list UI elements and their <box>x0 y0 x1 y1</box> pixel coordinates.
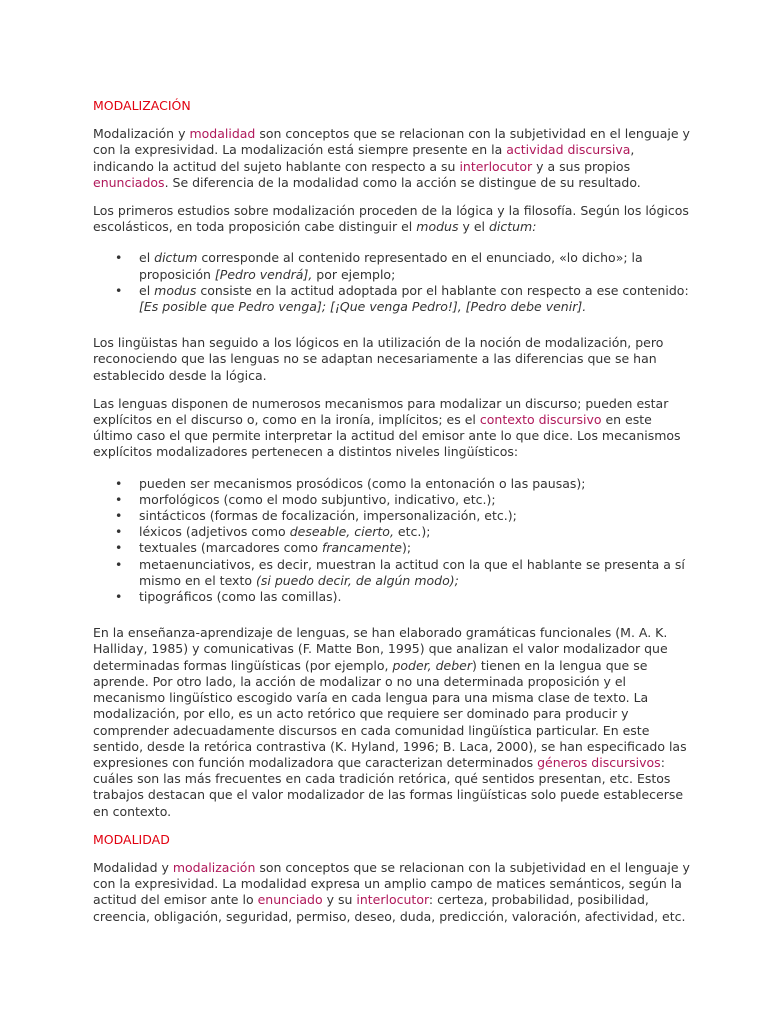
text: corresponde al contenido representado en el enunciado, «lo dicho»; la proposición <box>139 250 643 282</box>
text: son conceptos que se relacionan con la subjetividad en el lenguaje y con la expresividad. La modalidad expresa un amplio campo de matices semánticos, según la actitud del emisor ante lo <box>93 859 690 908</box>
list-item <box>93 476 693 492</box>
text: consiste en la actitud adoptada por el hablante con respecto a ese contenido: <box>196 282 689 298</box>
text: morfológicos (como el modo subjuntivo, indicativo, etc.); <box>139 491 496 507</box>
text: . Se diferencia de la modalidad como la acción se distingue de su resultado. <box>164 174 641 190</box>
text: por ejemplo; <box>312 266 396 282</box>
italic-text: dictum: <box>488 219 537 235</box>
section-heading-modalidad: MODALIDAD <box>93 831 170 847</box>
text: Las lenguas disponen de numerosos mecanismos para modalizar un discurso; pueden estar explícitos en el discurso o, como en la ironía, implícitos; es el <box>93 395 669 428</box>
paragraph-linguistas: Los lingüistas han seguido a los lógicos en la utilización de la noción de modalización, pero reconociendo que las lenguas no se adaptan necesariamente a las diferencias que se han establecido desde la lógica. <box>93 335 664 383</box>
paragraph-estudios-logica <box>93 203 693 235</box>
italic-text: francamente <box>321 540 402 556</box>
text: etc.); <box>393 524 431 540</box>
link-enunciados[interactable]: enunciados <box>93 174 165 190</box>
italic-text: poder, deber <box>392 657 472 673</box>
paragraph-ensenanza <box>93 625 693 819</box>
link-actividad-discursiva[interactable]: actividad discursiva <box>506 142 631 158</box>
text: Los primeros estudios sobre modalización proceden de la lógica y la filosofía. Según los lógicos escolásticos, en toda proposición cabe distinguir el <box>93 203 689 235</box>
text: : certeza, probabilidad, posibilidad, creencia, obligación, seguridad, permiso, deseo, duda, predicción, valoración, afectividad, etc. <box>93 892 686 924</box>
article-content <box>93 96 693 925</box>
list-item <box>93 557 693 589</box>
link-modalidad[interactable]: modalidad <box>189 126 256 142</box>
italic-text: modus <box>416 219 459 235</box>
italic-text: [Es posible que Pedro venga]; [¡Que venga Pedro!], [Pedro debe venir]. <box>139 299 587 315</box>
text: metaenunciativos, es decir, muestran la actitud con la que el hablante se presenta a sí mismo en el texto <box>139 556 685 588</box>
italic-text: modus <box>154 282 197 298</box>
text: tipográficos (como las comillas). <box>139 589 342 605</box>
text: ) tienen en la lengua que se aprende. Por otro lado, la acción de modalizar o no una determinada proposición y el mecanismo lingüístico escogido varía en cada lengua para una misma clase de texto. La modalización, por ello, es un acto retórico que requiere ser dominado para producir y comprender adecuadamente discursos en cada comunidad lingüística particular. En este sentido, desde la retórica contrastiva (K. Hyland, 1996; B. Laca, 2000), se han especificado las expresiones con función modalizadora que caracterizan determinados <box>93 657 687 770</box>
text: en este último caso el que permite interpretar la actitud del emisor ante lo que dice. Los mecanismos explícitos modalizadores pertenecen a distintos niveles lingüísticos: <box>93 412 681 460</box>
italic-text: deseable, cierto, <box>289 524 394 540</box>
italic-text: [Pedro vendrá], <box>214 266 313 282</box>
list-item <box>93 250 693 282</box>
list-item <box>93 589 693 605</box>
list-item <box>93 283 693 315</box>
text: En la enseñanza-aprendizaje de lenguas, se han elaborado gramáticas funcionales (M. A. K. Halliday, 1985) y comunicativas (F. Matte Bon, 1995) que analizan el valor modalizador que determinadas formas lingüísticas (por ejemplo, <box>93 625 668 673</box>
text: léxicos (adjetivos como <box>139 524 290 540</box>
list-item <box>93 540 693 556</box>
list-item <box>93 492 693 508</box>
paragraph-intro-modalidad <box>93 860 693 925</box>
text: sintácticos (formas de focalización, impersonalización, etc.); <box>139 508 517 524</box>
link-enunciado[interactable]: enunciado <box>257 892 323 908</box>
list-dictum-modus <box>93 250 693 315</box>
text: son conceptos que se relacionan con la subjetividad en el lenguaje y con la expresividad. La modalización está siempre presente en la <box>93 126 690 158</box>
list-item <box>93 508 693 524</box>
text: el <box>139 250 155 266</box>
text: textuales (marcadores como <box>139 540 322 556</box>
text: y el <box>458 219 489 235</box>
link-interlocutor[interactable]: interlocutor <box>459 158 533 174</box>
italic-text: (si puedo decir, de algún modo); <box>255 572 459 588</box>
text: , indicando la actitud del sujeto hablante con respecto a su <box>93 142 635 174</box>
paragraph-intro-modalizacion <box>93 126 693 191</box>
list-niveles-linguisticos <box>93 476 693 606</box>
list-item <box>93 524 693 540</box>
paragraph-mecanismos <box>93 396 693 461</box>
text: pueden ser mecanismos prosódicos (como la entonación o las pausas); <box>139 475 586 491</box>
text: y a sus propios <box>532 158 631 174</box>
text: y su <box>322 892 357 908</box>
link-interlocutor[interactable]: interlocutor <box>356 892 429 908</box>
text: ); <box>402 540 412 556</box>
text: Modalidad y <box>93 859 173 875</box>
link-modalizacion[interactable]: modalización <box>172 859 256 875</box>
text: : cuáles son las más frecuentes en cada tradición retórica, qué sentidos presentan, etc. Estos trabajos destacan que el valor modalizador de las formas lingüísticas solo puede establecerse en contexto. <box>93 754 684 819</box>
link-contexto-discursivo[interactable]: contexto discursivo <box>479 412 602 428</box>
text: el <box>139 282 155 298</box>
text: Modalización y <box>93 126 190 142</box>
link-generos-discursivos[interactable]: géneros discursivos <box>537 754 661 770</box>
italic-text: dictum <box>154 250 198 266</box>
section-heading-modalizacion: MODALIZACIÓN <box>93 98 191 113</box>
